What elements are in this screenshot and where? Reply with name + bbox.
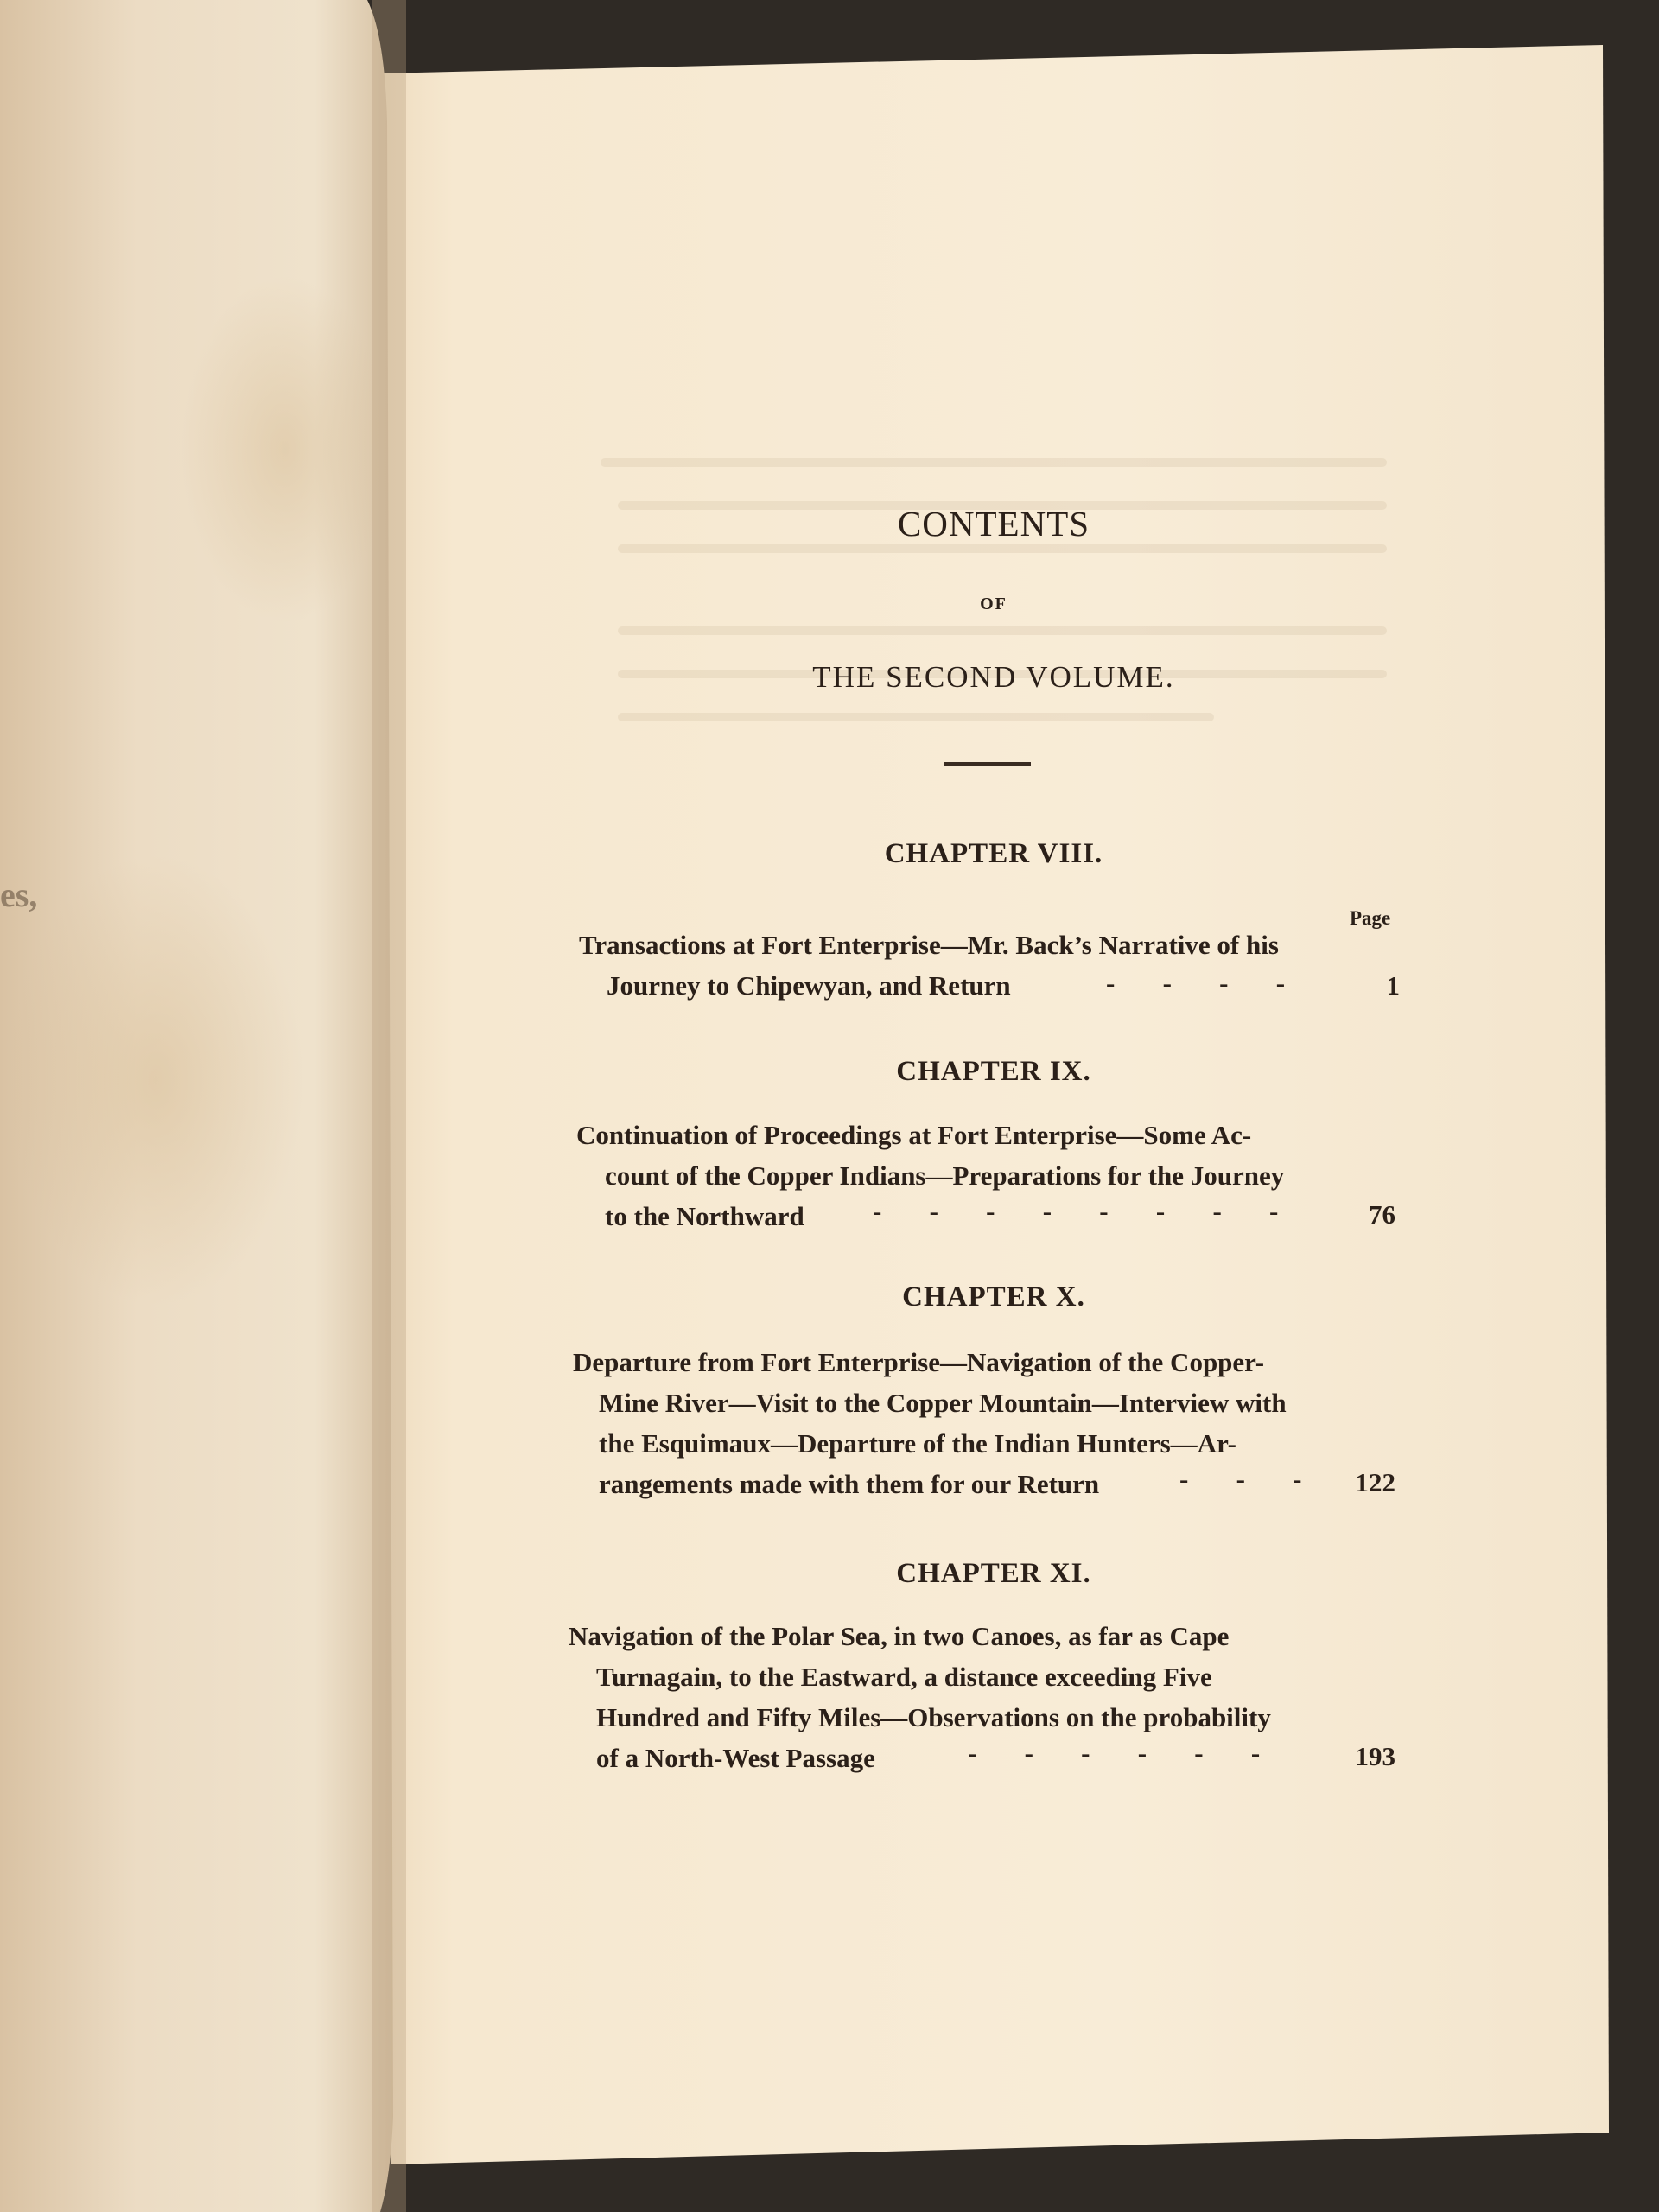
page-number: 122 — [1355, 1467, 1395, 1497]
page-number: 1 — [1386, 970, 1400, 1001]
entry-line: to the Northward — [605, 1201, 804, 1231]
entry-line: Navigation of the Polar Sea, in two Canoes, as far as Cape — [569, 1621, 1230, 1651]
entry-line: of a North-West Passage — [596, 1743, 875, 1773]
entry-line: the Esquimaux—Departure of the Indian Hunters—Ar- — [599, 1428, 1237, 1459]
page-number: 76 — [1369, 1199, 1395, 1230]
entry-line: Transactions at Fort Enterprise—Mr. Back’s Narrative of his — [579, 930, 1279, 960]
page-number: 193 — [1355, 1741, 1395, 1771]
chapter-heading: CHAPTER XI. — [896, 1558, 1091, 1589]
divider-rule — [944, 762, 1031, 766]
entry-line: Departure from Fort Enterprise—Navigation of the Copper- — [573, 1347, 1265, 1377]
volume-title: THE SECOND VOLUME. — [812, 660, 1175, 694]
chapter-heading: CHAPTER X. — [902, 1281, 1085, 1313]
dot-leader: - - - - - - — [968, 1738, 1268, 1768]
dot-leader: - - - - — [1106, 968, 1293, 998]
entry-line: Turnagain, to the Eastward, a distance exceeding Five — [596, 1662, 1212, 1692]
entry-line: Hundred and Fifty Miles—Observations on the probability — [596, 1702, 1271, 1732]
left-page-fragment: es, — [0, 875, 38, 914]
dot-leader: - - - — [1179, 1464, 1309, 1494]
page-column-label: Page — [1350, 907, 1391, 929]
chapter-heading: CHAPTER IX. — [896, 1056, 1091, 1087]
dot-leader: - - - - - - - - — [873, 1196, 1286, 1226]
entry-line: rangements made with them for our Return — [599, 1469, 1100, 1499]
chapter-heading: CHAPTER VIII. — [884, 838, 1103, 869]
contents-of: OF — [980, 594, 1007, 613]
entry-line: Continuation of Proceedings at Fort Enterprise—Some Ac- — [576, 1120, 1252, 1150]
contents-title: CONTENTS — [897, 504, 1090, 543]
entry-line: Mine River—Visit to the Copper Mountain—Interview with — [599, 1388, 1287, 1418]
entry-line: Journey to Chipewyan, and Return — [607, 970, 1011, 1001]
entry-line: count of the Copper Indians—Preparations for the Journey — [605, 1160, 1285, 1191]
